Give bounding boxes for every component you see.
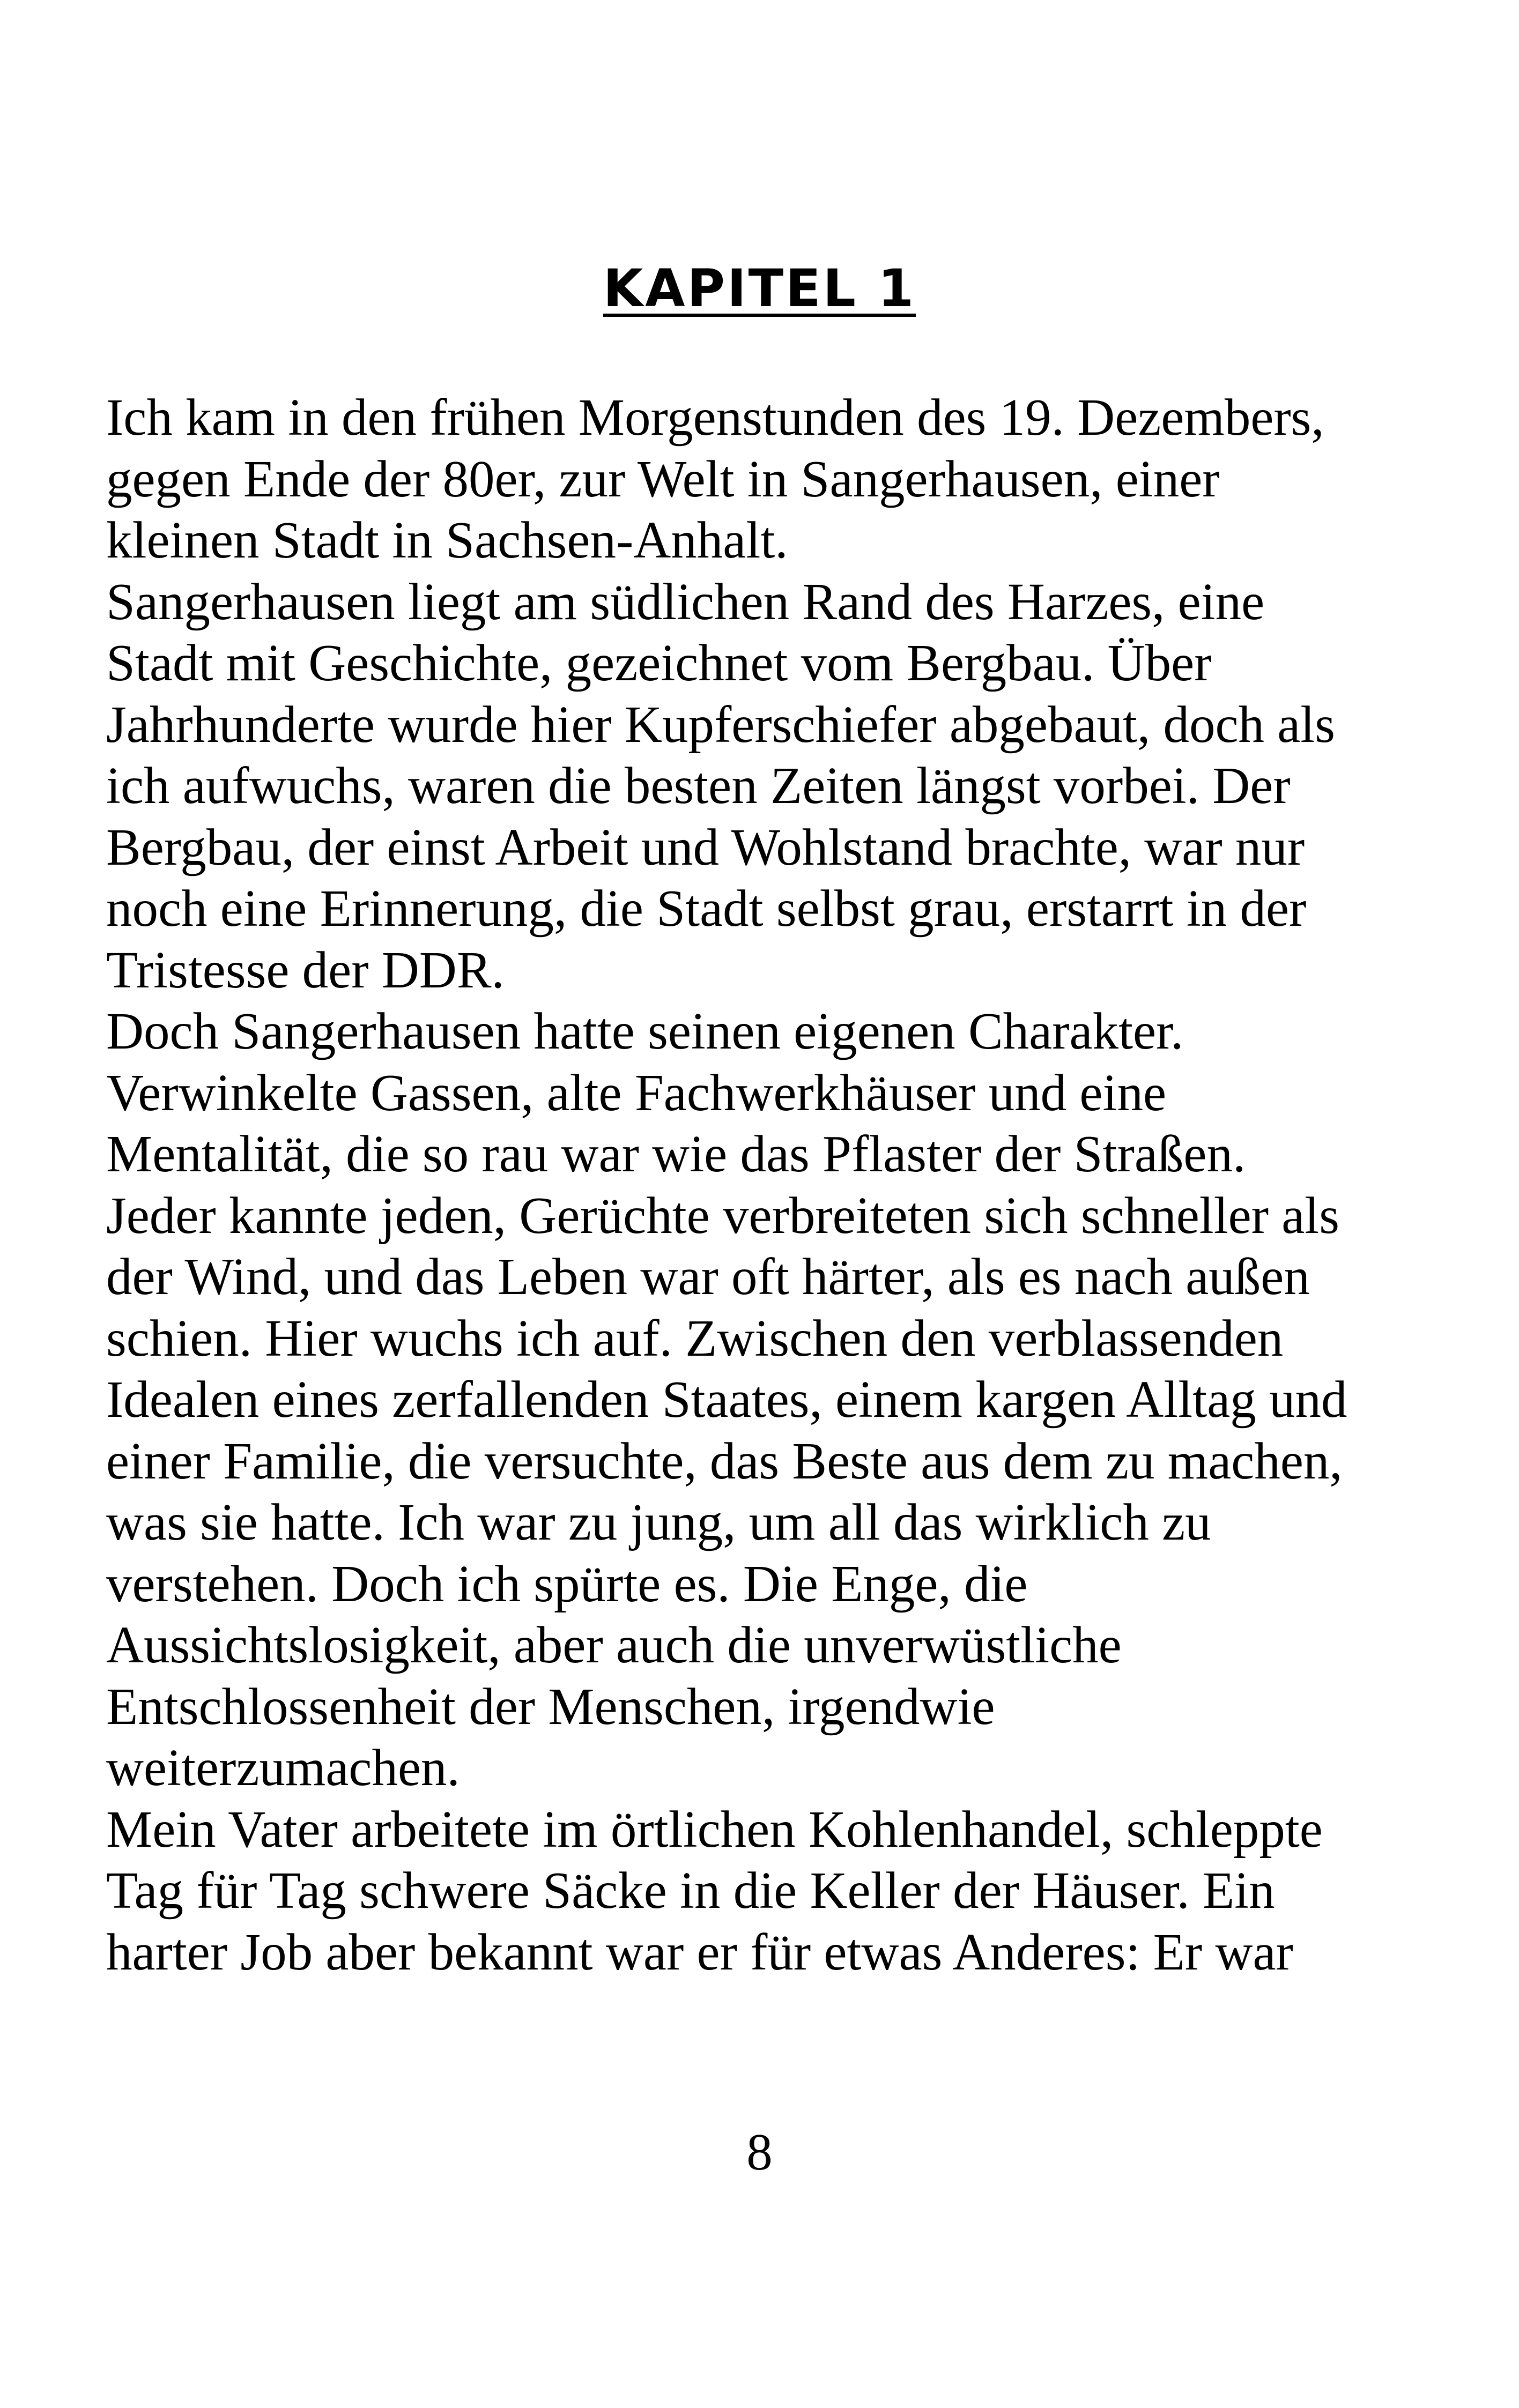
text-line: Tag für Tag schwere Säcke in die Keller der Häuser. Ein xyxy=(106,1862,1275,1919)
text-line: Idealen eines zerfallenden Staates, einem kargen Alltag und xyxy=(106,1371,1347,1428)
text-line: Mentalität, die so rau war wie das Pflaster der Straßen. xyxy=(106,1125,1246,1183)
text-line: Jahrhunderte wurde hier Kupferschiefer abgebaut, doch als xyxy=(106,695,1336,753)
text-line: Tristesse der DDR. xyxy=(106,941,505,999)
text-line: ich aufwuchs, waren die besten Zeiten längst vorbei. Der xyxy=(106,757,1291,814)
text-line: Ich kam in den frühen Morgenstunden des 19. Dezembers, xyxy=(106,389,1324,446)
text-line: Verwinkelte Gassen, alte Fachwerkhäuser und eine xyxy=(106,1064,1166,1121)
text-line: Aussichtslosigkeit, aber auch die unverwüstliche xyxy=(106,1616,1122,1674)
text-line: Doch Sangerhausen hatte seinen eigenen Charakter. xyxy=(106,1002,1184,1060)
body-text xyxy=(106,387,1414,1983)
text-line: schien. Hier wuchs ich auf. Zwischen den verblassenden xyxy=(106,1309,1284,1367)
text-line: Mein Vater arbeitete im örtlichen Kohlenhandel, schleppte xyxy=(106,1800,1323,1858)
text-line: Jeder kannte jeden, Gerüchte verbreiteten sich schneller als xyxy=(106,1186,1340,1244)
text-line: noch eine Erinnerung, die Stadt selbst grau, erstarrt in der xyxy=(106,880,1307,937)
text-line: verstehen. Doch ich spürte es. Die Enge, die xyxy=(106,1555,1028,1612)
text-line: Sangerhausen liegt am südlichen Rand des Harzes, eine xyxy=(106,573,1265,630)
text-line: der Wind, und das Leben war oft härter, als es nach außen xyxy=(106,1248,1310,1305)
text-line: weiterzumachen. xyxy=(106,1739,460,1796)
text-line: Stadt mit Geschichte, gezeichnet vom Bergbau. Über xyxy=(106,634,1212,692)
chapter-title-text: KAPITEL 1 xyxy=(603,258,916,318)
chapter-title xyxy=(0,256,1519,321)
text-line: was sie hatte. Ich war zu jung, um all das wirklich zu xyxy=(106,1493,1211,1551)
text-line: einer Familie, die versuchte, das Beste aus dem zu machen, xyxy=(106,1432,1343,1490)
text-line: Bergbau, der einst Arbeit und Wohlstand brachte, war nur xyxy=(106,818,1305,876)
text-line: Entschlossenheit der Menschen, irgendwie xyxy=(106,1677,995,1735)
text-line: kleinen Stadt in Sachsen-Anhalt. xyxy=(106,511,788,569)
text-line: gegen Ende der 80er, zur Welt in Sangerhausen, einer xyxy=(106,450,1220,508)
page-number: 8 xyxy=(746,2123,773,2181)
text-line: harter Job aber bekannt war er für etwas Anderes: Er war xyxy=(106,1923,1293,1981)
